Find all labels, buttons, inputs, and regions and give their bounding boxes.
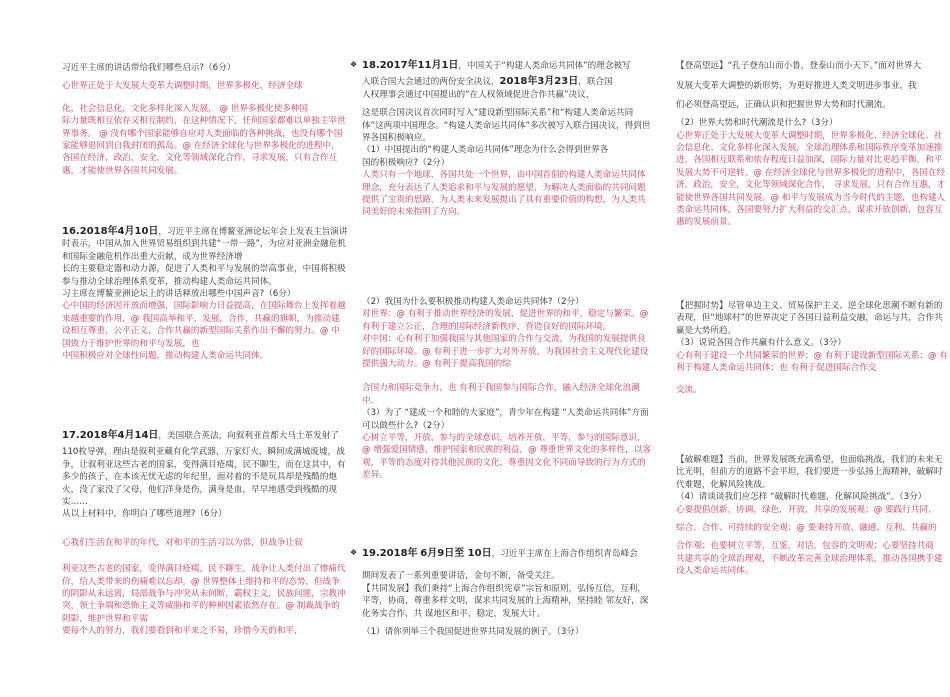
- q19-question-1: （1）请你列举三个我国促进世界共同发展的例子。（3分）: [362, 627, 584, 638]
- q18-question-1: （1）中国提出的“构建人类命运共同体”理念为什么会得到世界各: [362, 145, 609, 156]
- q15-answer-3: 际力量既相互依存又相互制约，在这种情况下，任何国家都难以单独主宰世界事务。 @ 没有哪个国家能够自应对人类面临的各种挑战，也没有哪个国家能够退回到自我封闭的孤岛。@ 在经济全球化与世界多极化的进程中，各国在经济，政治，安全，文化等领域深化合作，寻求发展，只有合作互惠，才能使世界各国共同发展。: [62, 116, 346, 176]
- part-3-answer-4c: 合作观；也要树立平等，互鉴，对话，包容的文明观；心要坚持共商: [676, 541, 934, 552]
- q16-text: ，习近平主席在博鳌亚洲论坛年会上发表主旨演讲时表示，中国从加入世界贸易组织到共建“一带一路”，为应对亚洲金融危机和国际金融危机作出重大贡献，成为世界经济增: [62, 227, 348, 262]
- q18-text-5: 这是联合国决议首次同时写入“建设新型国际关系”和“构建人类命运共同体”这两项中国理念。“构建人类命运共同体”多次被写入联合国决议，得到世界各国积极响应。: [362, 108, 651, 144]
- part-2-text: 【把握时势】尽管单边主义、贸易保护主义、逆全球化思潮不断有新的表现，但“地球村”的世界决定了各国日益利益交融，命运与共，合作共赢是大势所趋。: [676, 301, 943, 336]
- part-1-block: [676, 60, 948, 229]
- q18-question-2: （2）我国为什么要积极推动构建人类命运共同体?（2分）: [362, 297, 584, 307]
- diamond-bullet-icon: ❖: [350, 60, 358, 69]
- diamond-bullet-icon: ❖: [350, 548, 358, 557]
- q16-block: [62, 226, 348, 362]
- part-3-answer-4b: 综合、合作、可持续的安全观；@ 要秉持开放、融通、互利、共赢的: [676, 523, 937, 534]
- part-3-answer-4a: 心要提倡创新，协调，绿色，开放，共享的发展观；@ 要践行共同、: [676, 504, 937, 515]
- q17-number: 17.2018年4月14日: [62, 430, 159, 441]
- part-1-text-1: 【登高望远】“孔子登东山而小鲁，登泰山而小天下。”面对世界大: [676, 61, 922, 71]
- q18-question-3: （3）为了 “建成一个和睦的大家庭”，青少年在构建 “人类命运共同体”方面可以做些什么?（2分）: [362, 408, 649, 431]
- q18-answer-3: 心树立平等，开放，参与的全球意识，培养开放，平等，参与的国际意识，@ 增强爱国情感，维护国家和民族的利益，@ 尊重世界文化的多样性，以客观，平等的态度对待其他民族的文化，尊重因文化不同而导致的行为方式的差异。: [362, 433, 652, 481]
- q18-date-2: 2018年3月23日: [499, 76, 579, 88]
- part-3-answer-4d: 共建共享的全球治理观，不断改革完善全球治理体系，推动各国携手建设人类命运共同体。: [676, 553, 943, 577]
- part-3-question-4: （4）请谈谈我们应怎样 “破解时代难题，化解风险挑战”。（3分）: [676, 492, 927, 503]
- q18-block: [350, 60, 652, 219]
- q16-text-2: 长的主要稳定器和动力源，促进了人类和平与发展的崇高事业，中国将积极参与推动全球治理体系变革，推动构建人类命运共同体。: [62, 264, 346, 287]
- q18-number: 18.2017年11月1日: [362, 60, 459, 71]
- part-3-block: [676, 454, 948, 578]
- q18-part2-block: [362, 296, 652, 482]
- q16-answer-1: 心中国的经济因开放而增强，国际影响力日益提高，在国际舞台上发挥着越来越重要的作用，@ 我国高举和平，发展，合作，共赢的旗帜，为推动建设相互尊重，公平正义，合作共赢的新型国际关系作出不懈的努力。@ 中国致力于维护世界的和平与发展，也: [62, 301, 346, 349]
- q15-answer-2: 化，社会信息化，文化多样化深入发展， @ 世界多极化使多种国: [62, 103, 309, 114]
- q18-text-2: 入联合国大会通过的两份安全决议，: [362, 77, 500, 88]
- q18-text: ，中国关于“构建人类命运共同体”的理念被写: [458, 61, 631, 71]
- q19-text-3: 【共同发展】我们秉持“上海合作组织宪章”宗旨和原则，弘扬互信，互利，平等，协商，尊重多样文明，谋求共同发展的上海精神，坚持睦 邻友好，深 化务实合作，共 谋地区和平，稳定，发展大计。: [362, 583, 649, 619]
- q18-answer-2c: 合国力和国际竞争力，也 有利于我国参与国际合作，融入经济全球化浪潮中。: [362, 383, 640, 406]
- q18-answer-1: 人类只有一个地球，各国共处一个世界，由中国首倡的构建人类命运共同体理念，充分表达了人类追求和平与发展的愿望，为解决人类面临的共同问题提供了宝贵的思路，为人类未来发展提出了具有重要价值的构想，为人类共同美好的未来指明了方向。: [362, 170, 646, 218]
- q18-text-4: 人权理事会通过中国提出的“在人权领域促进合作共赢”决议，: [362, 89, 595, 100]
- part-2-block: [676, 300, 948, 397]
- part-2-answer-3b: 交流。: [676, 385, 702, 396]
- q17-answer-2: 利亚这些古老的国家，变得满目疮痍，民不聊生，战争让人类付出了惨痛代价，给人类带来的伤痛难以忘却。@ 世界整体上维持和平的态势，但战争的阴影从未远离，局部战争与冲突从未间断，霸权主义，民族问题，宗教冲突，领土争端和恐怖主义等威胁和平的种种因素依然存在。@ 制裁战争的阴影，维护世界和平需: [62, 564, 346, 624]
- q17-text: ，美国联合英法，向叙利亚首都大马士革发射了: [158, 431, 339, 441]
- q19-text-2: 期间发表了一系列重要讲话，金句不断，备受关注。: [362, 571, 560, 582]
- q16-question: 习主席在博鳌亚洲论坛上的讲话释放出哪些中国声音?（6分）: [62, 289, 296, 300]
- part-1-question-2: （2）世界大势和时代潮流是什么?（3分）: [676, 118, 838, 129]
- q15-block: [62, 62, 348, 177]
- q15-answer-1: 心世界正处于大发展大变革大调整时期，世界多极化，经济全球: [62, 81, 303, 92]
- part-1-text-3: 们必须登高望远，正确认识和把握世界大势和时代潮流。: [676, 99, 891, 110]
- q19-number: 19.2018年: [362, 548, 418, 559]
- part-1-text-2: 发展大变革大调整的新形势，为更好推进人类文明进步事业，我: [676, 81, 917, 92]
- part-1-answer-2: 心世界正处于大发展大变革大调整时期，世界多极化、经济全球化、社会信息化、文化多样化深入发展，全球治理体系和国际秩序变革加速推进，各国相互联系和依存程度日益加深，国际力量对比更趋平衡，和平发展大势不可逆转。@ 在经济全球化与世界多极化的进程中，各国在经济，政治，安全，文化等领域深化合作， 寻求发展，只有合作互惠，才能使世界各国共同发展。@ 和平与发展成为当今时代的主题，也构建人类命运共同体，各国要努力扩大利益的交汇点，谋求开放创新，包容互惠的发展前景。: [676, 130, 946, 228]
- q19-date: 6月9日至 10日: [420, 548, 492, 559]
- q17-answer-1: 心我们生活在和平的年代，对和平的生活习以为常，但战争让叙: [62, 537, 303, 548]
- q16-answer-2: 中国积极应对全球性问题，推动构建人类命运共同体。: [62, 351, 269, 362]
- q16-number: 16.2018年4月10日: [62, 226, 159, 237]
- part-3-text: 【破解难题】当前，世界发展既充满希望，也面临挑战，我们的未来无比光明，但前方的道路不会平坦，我们要进一步弘扬上海精神，破解时代难题，化解风险挑战。: [676, 455, 943, 490]
- q19-block: [350, 548, 652, 638]
- q15-question: 习近平主席的讲话带给我们哪些启示?（6分）: [62, 63, 236, 73]
- q18-answer-2b: 对中国：心有利于加强我国与其他国家的合作与交流，为我国的发展提供良好的国际环境。@ 有利于进一步扩大对外开放，为我国社会主义现代化建设提供强大动力。@ 有利于提高我国的综: [362, 334, 649, 370]
- q17-question: 从以上材料中，你明白了哪些道理?（6分）: [62, 509, 227, 520]
- q17-text-2: 110枚导弹，理由是叙利亚藏有化学武器，万家灯火，瞬间成满城废墟，战争，让叙利亚这些古老的国家，变得满目疮痍，民不聊生，而在这其中，有多少的孩子，在本该无忧无虑的年纪里，面对着的不是玩具却是残酷的炮火，没了家没了父母，他们洋身是伤，满身是血，早早地感受到残酷的现实……: [62, 447, 346, 508]
- q17-answer-3: 要每个人的努力，我们要看到和平来之不易，珍惜今天的和平，: [62, 626, 303, 637]
- q18-text-3: ，联合国: [578, 77, 613, 88]
- q18-question-1b: 国的积极响应?（2分）: [362, 157, 450, 168]
- q18-answer-2: 对世界：@ 有利于推动世界经济的发展，促进世界的和平，稳定与繁荣。@ 有利于建立公正，合理的国际经济新秩序，营造良好的国际环境。: [362, 309, 649, 332]
- part-2-question-3: （3）说说各国合作共赢有什么意义。（3分）: [676, 338, 846, 349]
- q17-block: [62, 430, 348, 638]
- q19-text: ，习近平主席在上海合作组织青岛峰会: [491, 549, 638, 559]
- part-2-answer-3: 心有利于建设一个共同繁荣的世界；@ 有利于建设新型国际关系；@ 有利于构建人类命运共同体；也 有利于促进国际合作交: [676, 350, 948, 374]
